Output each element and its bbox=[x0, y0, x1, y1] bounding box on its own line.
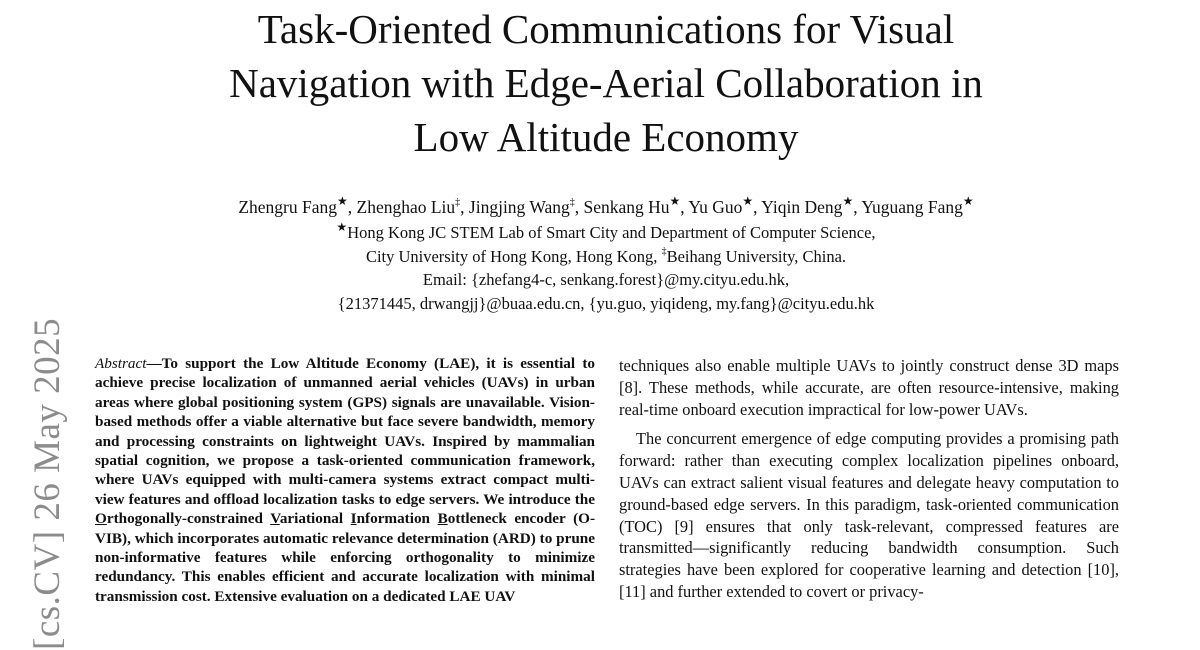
abstract-dash: — bbox=[146, 355, 162, 372]
affiliation-mark: ‡ bbox=[569, 197, 575, 209]
affiliation-mark: ★ bbox=[669, 194, 681, 209]
acronym-letter: O bbox=[95, 510, 107, 528]
author-name: Senkang Hu bbox=[583, 197, 670, 217]
email-line: {21371445, drwangjj}@buaa.edu.cn, {yu.guo, yiqideng, my.fang}@cityu.edu.hk bbox=[337, 293, 875, 313]
author-name: Yiqin Deng bbox=[761, 197, 843, 217]
title-line: Low Altitude Economy bbox=[413, 114, 799, 160]
author-name: Jingjing Wang bbox=[468, 197, 570, 217]
author-name: Yu Guo bbox=[688, 197, 743, 217]
affiliation-text: Beihang University, China. bbox=[666, 246, 847, 266]
affiliation-mark: ★ bbox=[842, 194, 854, 209]
abstract bbox=[95, 354, 595, 606]
affiliation-mark: ‡ bbox=[455, 197, 461, 209]
affiliation-mark: ★ bbox=[336, 219, 348, 234]
abstract-text: rthogonally-constrained bbox=[106, 510, 271, 528]
affiliation-line bbox=[100, 221, 1112, 245]
body-paragraph: techniques also enable multiple UAVs to jointly construct dense 3D maps [8]. These methods, while accurate, are often resource-intensive, making real-time onboard execution impractical for low-power UAVs. bbox=[619, 356, 1119, 419]
author-name: Yuguang Fang bbox=[861, 197, 963, 217]
affiliation-mark: ★ bbox=[336, 194, 348, 209]
affiliation-mark: ‡ bbox=[661, 246, 667, 257]
title-line: Task-Oriented Communications for Visual bbox=[257, 6, 955, 52]
title-line: Navigation with Edge-Aerial Collaboration in bbox=[229, 60, 983, 106]
abstract-heading: Abstract bbox=[95, 355, 147, 372]
affiliation-line bbox=[100, 245, 1112, 269]
body-paragraph: The concurrent emergence of edge computing provides a promising path forward: rather than executing complex localization pipelines onboard, UAVs can extract salient visual features and delegate heavy computation to ground-based edge servers. In this paradigm, task-oriented communication (TOC) [9] ensures that only task-relevant, compressed features are transmitted—significantly reducing bandwidth consumption. Such strategies have been explored for cooperative learning and detection [10], [11] and further extended to covert or privacy- bbox=[619, 429, 1119, 601]
paper-title bbox=[100, 2, 1112, 164]
affiliations bbox=[100, 221, 1112, 315]
abstract-text: ottleneck encoder (O-VIB), which incorporates automatic relevance determination (ARD) to prune non-informative features while enforcing orthogonality to minimize redundancy. This enables efficient and accurate localization with minimal transmission cost. Extensive evaluation on a dedicated LAE UAV bbox=[95, 510, 596, 605]
author-list: Zhengru Fang★, Zhenghao Liu‡, Jingjing Wang‡, Senkang Hu★, Yu Guo★, Yiqin Deng★, Yuguang Fang★ bbox=[238, 194, 974, 217]
affiliation-mark: ★ bbox=[742, 194, 754, 209]
author-name: Zhenghao Liu bbox=[356, 197, 456, 217]
affiliation-text: Hong Kong JC STEM Lab of Smart City and Department of Computer Science, bbox=[347, 223, 876, 242]
email-line: Email: {zhefang4-c, senkang.forest}@my.cityu.edu.hk, bbox=[422, 270, 790, 289]
abstract-text: nformation bbox=[356, 510, 438, 528]
abstract-text: ariational bbox=[279, 510, 351, 528]
abstract-text: To support the Low Altitude Economy (LAE), it is essential to achieve precise localization of unmanned aerial vehicles (UAVs) in urban areas where global positioning system (GPS) signals are unavailable. Vision-based methods offer a viable alternative but face severe bandwidth, memory and processing constraints on lightweight UAVs. Inspired by mammalian spatial cognition, we propose a task-oriented communication framework, where UAVs equipped with multi-camera systems extract compact multi-view features and offload localization tasks to edge servers. We introduce the bbox=[95, 355, 595, 508]
affiliation-text: City University of Hong Kong, Hong Kong, bbox=[365, 246, 662, 266]
author-name: Zhengru Fang bbox=[238, 197, 337, 217]
introduction-column bbox=[619, 355, 1119, 603]
acronym-letter: V bbox=[270, 510, 280, 528]
affiliation-mark: ★ bbox=[962, 194, 974, 209]
acronym-letter: B bbox=[437, 510, 448, 528]
acronym-letter: I bbox=[350, 510, 357, 528]
arxiv-stamp: [cs.CV] 26 May 2025 bbox=[27, 317, 68, 650]
